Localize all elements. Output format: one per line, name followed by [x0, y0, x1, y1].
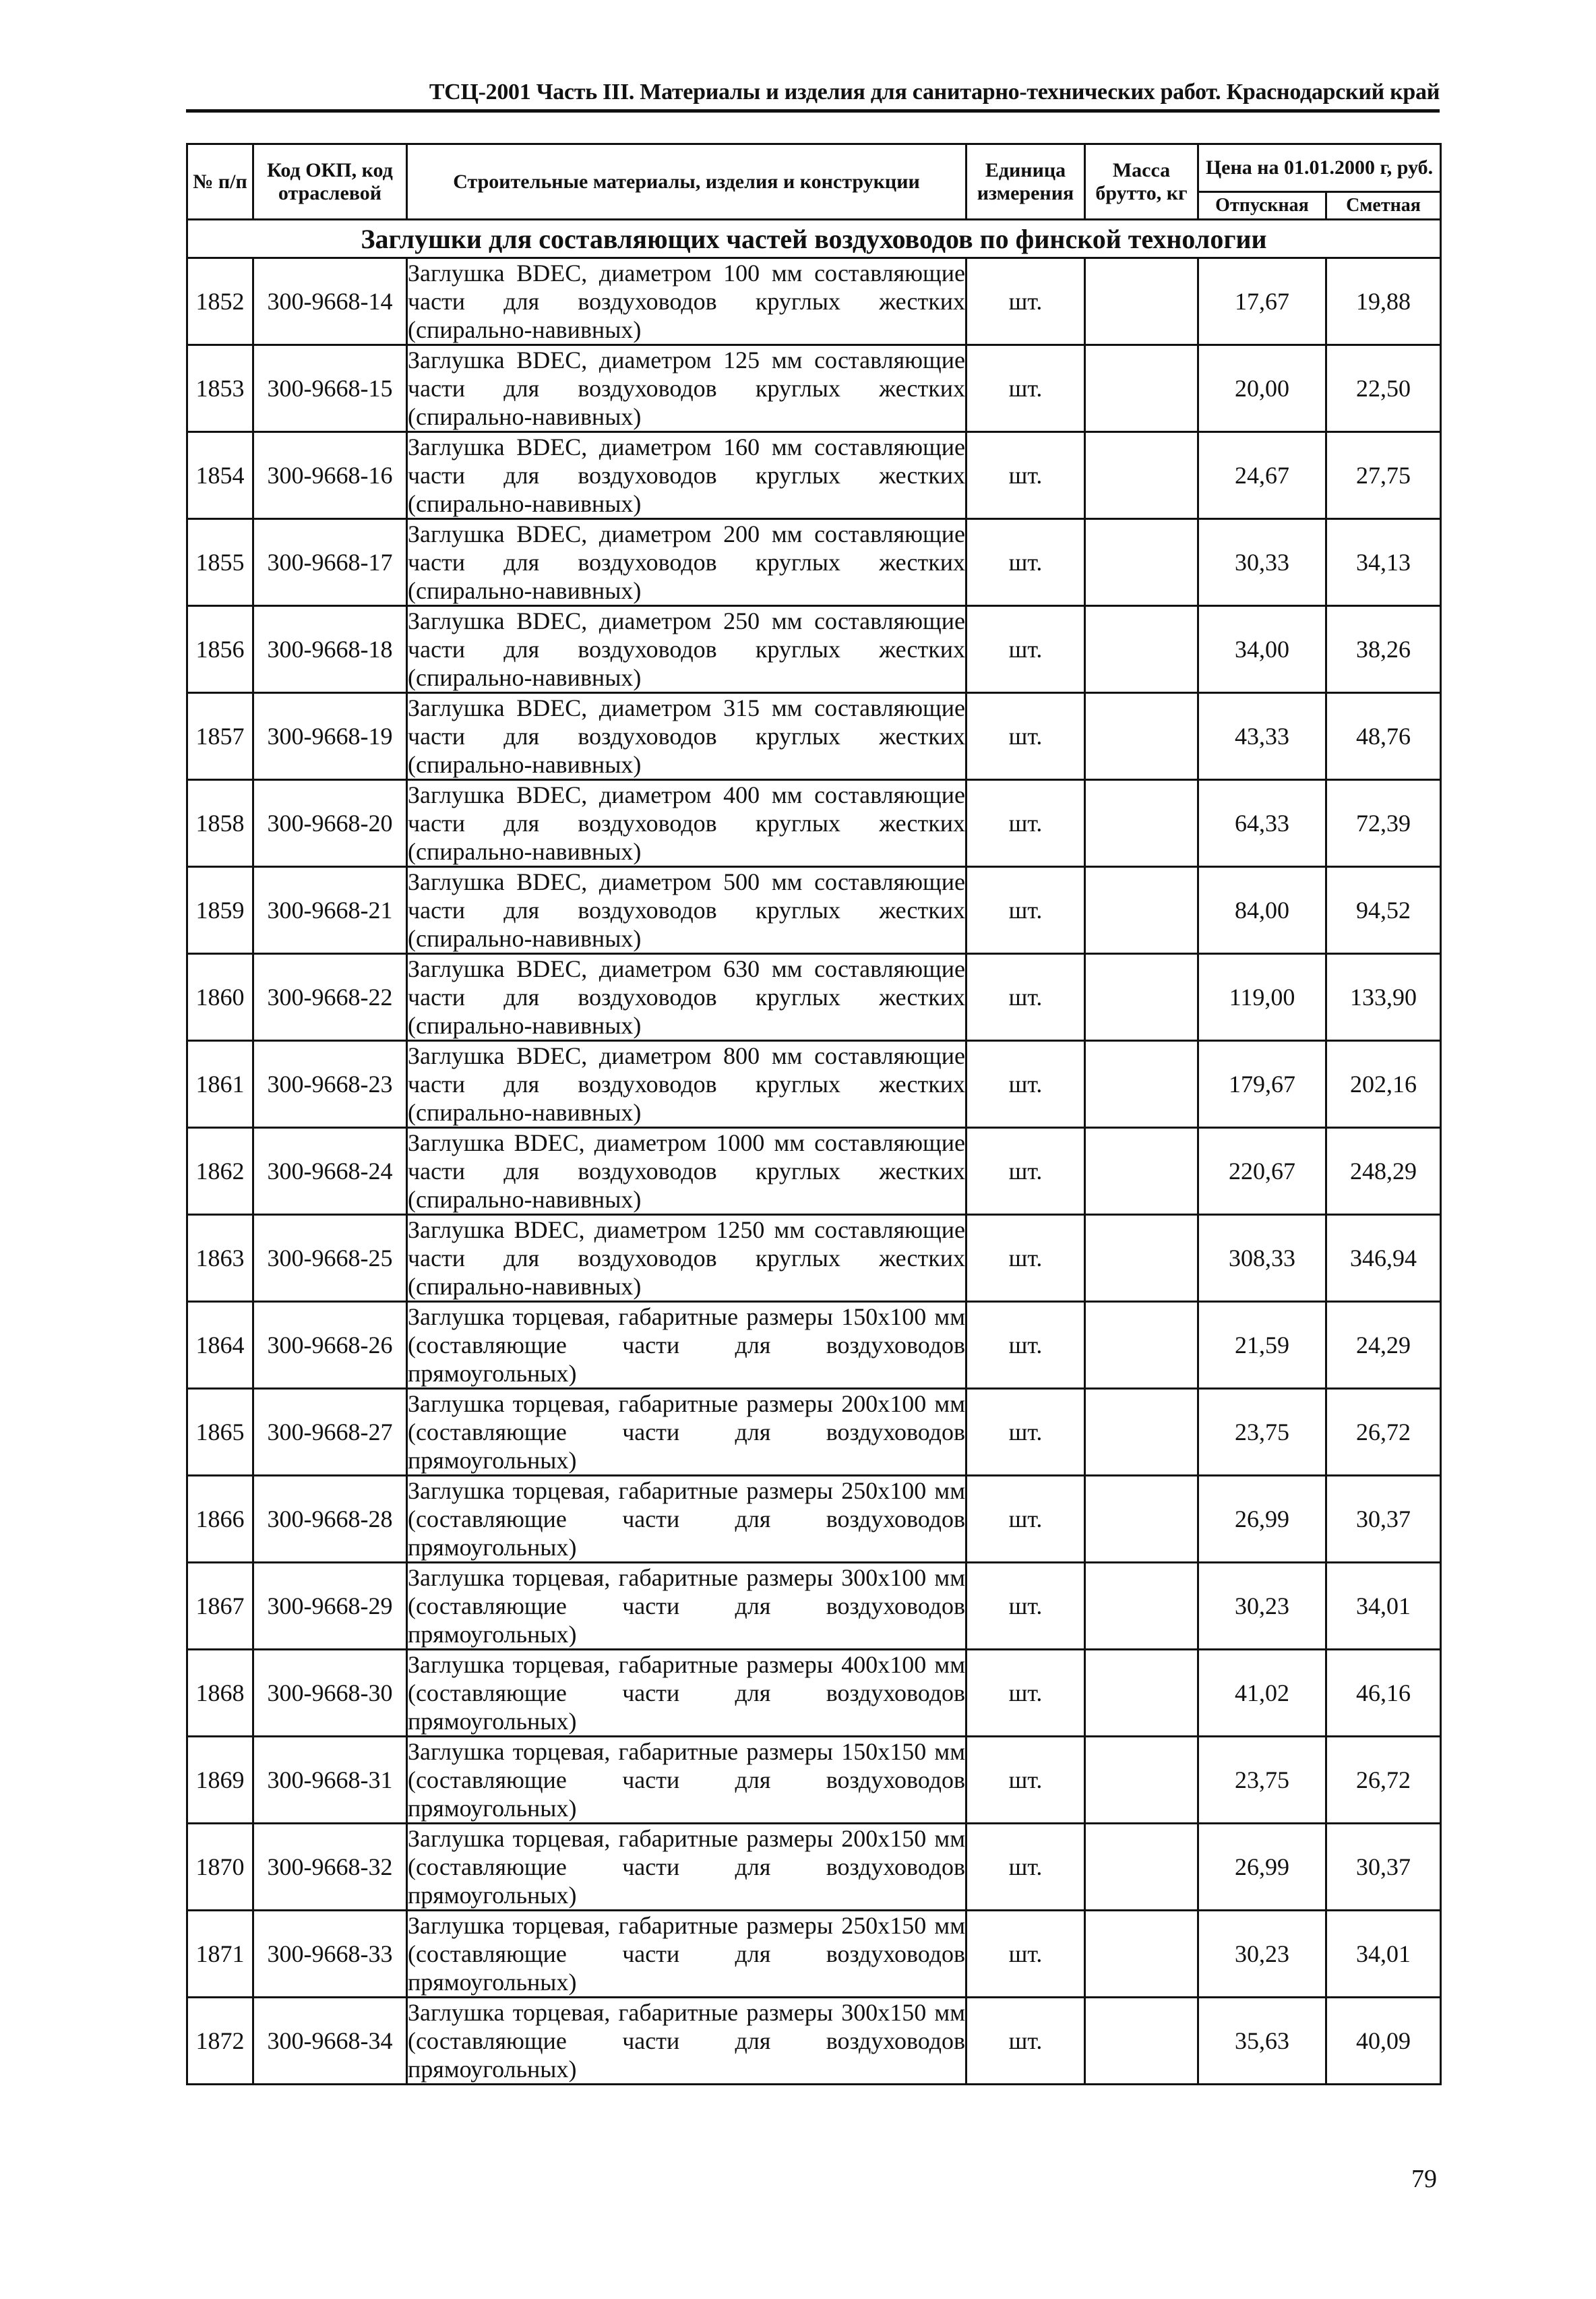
- row-unit: шт.: [966, 519, 1085, 606]
- row-code: 300-9668-30: [253, 1650, 407, 1737]
- table-row: [187, 1389, 1441, 1476]
- row-unit: шт.: [966, 1650, 1085, 1737]
- row-name: Заглушка BDEC, диаметром 125 мм составляющие части для воздуховодов круглых жестких (спирально-навивных): [407, 345, 966, 432]
- row-num: 1859: [187, 867, 253, 954]
- row-num: 1863: [187, 1215, 253, 1302]
- row-unit: шт.: [966, 1041, 1085, 1128]
- row-mass: [1085, 606, 1198, 693]
- table-row: [187, 432, 1441, 519]
- row-release-price: 179,67: [1198, 1041, 1326, 1128]
- table-row: [187, 1215, 1441, 1302]
- row-estimate-price: 38,26: [1326, 606, 1441, 693]
- table-row: [187, 954, 1441, 1041]
- row-mass: [1085, 1389, 1198, 1476]
- row-unit: шт.: [966, 1737, 1085, 1824]
- row-num: 1864: [187, 1302, 253, 1389]
- row-num: 1867: [187, 1563, 253, 1650]
- row-estimate-price: 346,94: [1326, 1215, 1441, 1302]
- row-num: 1861: [187, 1041, 253, 1128]
- row-unit: шт.: [966, 1302, 1085, 1389]
- table-row: [187, 1737, 1441, 1824]
- row-release-price: 41,02: [1198, 1650, 1326, 1737]
- row-name: Заглушка торцевая, габаритные размеры 250x100 мм (составляющие части для воздуховодов прямоугольных): [407, 1476, 966, 1563]
- row-estimate-price: 22,50: [1326, 345, 1441, 432]
- row-release-price: 30,33: [1198, 519, 1326, 606]
- row-code: 300-9668-15: [253, 345, 407, 432]
- table-row: [187, 1128, 1441, 1215]
- row-unit: шт.: [966, 867, 1085, 954]
- row-name: Заглушка торцевая, габаритные размеры 250x150 мм (составляющие части для воздуховодов прямоугольных): [407, 1911, 966, 1998]
- row-code: 300-9668-16: [253, 432, 407, 519]
- row-num: 1871: [187, 1911, 253, 1998]
- row-estimate-price: 30,37: [1326, 1476, 1441, 1563]
- row-release-price: 34,00: [1198, 606, 1326, 693]
- row-code: 300-9668-31: [253, 1737, 407, 1824]
- row-code: 300-9668-22: [253, 954, 407, 1041]
- row-num: 1862: [187, 1128, 253, 1215]
- table-body: [187, 220, 1441, 2085]
- row-code: 300-9668-28: [253, 1476, 407, 1563]
- row-unit: шт.: [966, 345, 1085, 432]
- header-unit: Единица измерения: [966, 144, 1085, 220]
- row-estimate-price: 27,75: [1326, 432, 1441, 519]
- row-estimate-price: 19,88: [1326, 258, 1441, 345]
- row-num: 1872: [187, 1998, 253, 2085]
- header-rule: [186, 109, 1440, 113]
- header-estimate: Сметная: [1326, 192, 1441, 220]
- row-name: Заглушка BDEC, диаметром 160 мм составляющие части для воздуховодов круглых жестких (спирально-навивных): [407, 432, 966, 519]
- row-name: Заглушка торцевая, габаритные размеры 300x150 мм (составляющие части для воздуховодов прямоугольных): [407, 1998, 966, 2085]
- row-name: Заглушка BDEC, диаметром 800 мм составляющие части для воздуховодов круглых жестких (спирально-навивных): [407, 1041, 966, 1128]
- row-unit: шт.: [966, 1911, 1085, 1998]
- header-release: Отпускная: [1198, 192, 1326, 220]
- row-unit: шт.: [966, 1563, 1085, 1650]
- row-unit: шт.: [966, 693, 1085, 780]
- row-estimate-price: 30,37: [1326, 1824, 1441, 1911]
- row-code: 300-9668-20: [253, 780, 407, 867]
- row-unit: шт.: [966, 1998, 1085, 2085]
- table-header: [187, 144, 1441, 220]
- header-price: Цена на 01.01.2000 г, руб.: [1198, 144, 1441, 192]
- row-mass: [1085, 693, 1198, 780]
- page-number: 79: [1411, 2165, 1437, 2193]
- row-name: Заглушка торцевая, габаритные размеры 400x100 мм (составляющие части для воздуховодов прямоугольных): [407, 1650, 966, 1737]
- row-code: 300-9668-23: [253, 1041, 407, 1128]
- row-estimate-price: 46,16: [1326, 1650, 1441, 1737]
- row-release-price: 220,67: [1198, 1128, 1326, 1215]
- row-mass: [1085, 1650, 1198, 1737]
- row-name: Заглушка торцевая, габаритные размеры 200x100 мм (составляющие части для воздуховодов прямоугольных): [407, 1389, 966, 1476]
- row-name: Заглушка BDEC, диаметром 250 мм составляющие части для воздуховодов круглых жестких (спирально-навивных): [407, 606, 966, 693]
- row-mass: [1085, 1737, 1198, 1824]
- row-release-price: 17,67: [1198, 258, 1326, 345]
- row-num: 1869: [187, 1737, 253, 1824]
- row-code: 300-9668-29: [253, 1563, 407, 1650]
- row-code: 300-9668-34: [253, 1998, 407, 2085]
- row-mass: [1085, 1128, 1198, 1215]
- row-unit: шт.: [966, 780, 1085, 867]
- row-release-price: 30,23: [1198, 1563, 1326, 1650]
- row-estimate-price: 26,72: [1326, 1389, 1441, 1476]
- row-code: 300-9668-32: [253, 1824, 407, 1911]
- row-estimate-price: 40,09: [1326, 1998, 1441, 2085]
- row-release-price: 64,33: [1198, 780, 1326, 867]
- row-estimate-price: 24,29: [1326, 1302, 1441, 1389]
- row-estimate-price: 133,90: [1326, 954, 1441, 1041]
- table-row: [187, 1563, 1441, 1650]
- row-mass: [1085, 867, 1198, 954]
- row-release-price: 26,99: [1198, 1476, 1326, 1563]
- row-release-price: 308,33: [1198, 1215, 1326, 1302]
- row-estimate-price: 94,52: [1326, 867, 1441, 954]
- row-name: Заглушка BDEC, диаметром 1250 мм составляющие части для воздуховодов круглых жестких (спирально-навивных): [407, 1215, 966, 1302]
- row-name: Заглушка торцевая, габаритные размеры 150x150 мм (составляющие части для воздуховодов прямоугольных): [407, 1737, 966, 1824]
- row-name: Заглушка BDEC, диаметром 200 мм составляющие части для воздуховодов круглых жестких (спирально-навивных): [407, 519, 966, 606]
- row-num: 1860: [187, 954, 253, 1041]
- row-unit: шт.: [966, 1389, 1085, 1476]
- row-release-price: 84,00: [1198, 867, 1326, 954]
- row-unit: шт.: [966, 1215, 1085, 1302]
- table-row: [187, 1650, 1441, 1737]
- table-row: [187, 519, 1441, 606]
- row-mass: [1085, 954, 1198, 1041]
- row-num: 1854: [187, 432, 253, 519]
- row-unit: шт.: [966, 432, 1085, 519]
- row-code: 300-9668-17: [253, 519, 407, 606]
- table-row: [187, 1302, 1441, 1389]
- row-unit: шт.: [966, 954, 1085, 1041]
- row-num: 1868: [187, 1650, 253, 1737]
- row-name: Заглушка торцевая, габаритные размеры 150x100 мм (составляющие части для воздуховодов прямоугольных): [407, 1302, 966, 1389]
- row-estimate-price: 26,72: [1326, 1737, 1441, 1824]
- row-estimate-price: 48,76: [1326, 693, 1441, 780]
- row-mass: [1085, 345, 1198, 432]
- row-unit: шт.: [966, 1476, 1085, 1563]
- row-code: 300-9668-27: [253, 1389, 407, 1476]
- table-row: [187, 606, 1441, 693]
- row-name: Заглушка BDEC, диаметром 400 мм составляющие части для воздуховодов круглых жестких (спирально-навивных): [407, 780, 966, 867]
- row-release-price: 20,00: [1198, 345, 1326, 432]
- row-code: 300-9668-18: [253, 606, 407, 693]
- row-num: 1858: [187, 780, 253, 867]
- table-row: [187, 258, 1441, 345]
- row-num: 1870: [187, 1824, 253, 1911]
- row-release-price: 119,00: [1198, 954, 1326, 1041]
- page-header: ТСЦ-2001 Часть III. Материалы и изделия для санитарно-технических работ. Краснодарский край: [429, 80, 1440, 104]
- row-release-price: 21,59: [1198, 1302, 1326, 1389]
- header-mass: Масса брутто, кг: [1085, 144, 1198, 220]
- row-release-price: 35,63: [1198, 1998, 1326, 2085]
- table-row: [187, 1476, 1441, 1563]
- row-mass: [1085, 1041, 1198, 1128]
- row-code: 300-9668-24: [253, 1128, 407, 1215]
- table-row: [187, 1911, 1441, 1998]
- section-title: Заглушки для составляющих частей воздуховодов по финской технологии: [187, 220, 1441, 258]
- row-estimate-price: 34,01: [1326, 1563, 1441, 1650]
- row-code: 300-9668-14: [253, 258, 407, 345]
- row-mass: [1085, 780, 1198, 867]
- table-row: [187, 345, 1441, 432]
- row-unit: шт.: [966, 258, 1085, 345]
- row-release-price: 30,23: [1198, 1911, 1326, 1998]
- row-num: 1856: [187, 606, 253, 693]
- header-num: № п/п: [187, 144, 253, 220]
- row-mass: [1085, 1911, 1198, 1998]
- row-name: Заглушка торцевая, габаритные размеры 200x150 мм (составляющие части для воздуховодов прямоугольных): [407, 1824, 966, 1911]
- row-release-price: 26,99: [1198, 1824, 1326, 1911]
- row-num: 1855: [187, 519, 253, 606]
- row-num: 1865: [187, 1389, 253, 1476]
- row-code: 300-9668-25: [253, 1215, 407, 1302]
- table-row: [187, 1824, 1441, 1911]
- row-estimate-price: 248,29: [1326, 1128, 1441, 1215]
- row-mass: [1085, 258, 1198, 345]
- row-estimate-price: 72,39: [1326, 780, 1441, 867]
- row-estimate-price: 34,13: [1326, 519, 1441, 606]
- table-row: [187, 1041, 1441, 1128]
- row-mass: [1085, 1302, 1198, 1389]
- table-row: [187, 1998, 1441, 2085]
- row-release-price: 43,33: [1198, 693, 1326, 780]
- row-name: Заглушка BDEC, диаметром 1000 мм составляющие части для воздуховодов круглых жестких (спирально-навивных): [407, 1128, 966, 1215]
- row-mass: [1085, 1563, 1198, 1650]
- row-code: 300-9668-33: [253, 1911, 407, 1998]
- row-num: 1857: [187, 693, 253, 780]
- row-num: 1853: [187, 345, 253, 432]
- row-mass: [1085, 519, 1198, 606]
- row-code: 300-9668-21: [253, 867, 407, 954]
- row-unit: шт.: [966, 1824, 1085, 1911]
- row-code: 300-9668-26: [253, 1302, 407, 1389]
- row-name: Заглушка BDEC, диаметром 500 мм составляющие части для воздуховодов круглых жестких (спирально-навивных): [407, 867, 966, 954]
- row-mass: [1085, 1215, 1198, 1302]
- row-name: Заглушка торцевая, габаритные размеры 300x100 мм (составляющие части для воздуховодов прямоугольных): [407, 1563, 966, 1650]
- row-num: 1866: [187, 1476, 253, 1563]
- table-row: [187, 693, 1441, 780]
- price-table: [186, 143, 1442, 2085]
- row-num: 1852: [187, 258, 253, 345]
- row-estimate-price: 202,16: [1326, 1041, 1441, 1128]
- header-name: Строительные материалы, изделия и конструкции: [407, 144, 966, 220]
- row-mass: [1085, 1824, 1198, 1911]
- row-code: 300-9668-19: [253, 693, 407, 780]
- row-release-price: 24,67: [1198, 432, 1326, 519]
- row-release-price: 23,75: [1198, 1737, 1326, 1824]
- row-mass: [1085, 432, 1198, 519]
- row-mass: [1085, 1476, 1198, 1563]
- row-estimate-price: 34,01: [1326, 1911, 1441, 1998]
- row-name: Заглушка BDEC, диаметром 630 мм составляющие части для воздуховодов круглых жестких (спирально-навивных): [407, 954, 966, 1041]
- row-release-price: 23,75: [1198, 1389, 1326, 1476]
- row-name: Заглушка BDEC, диаметром 315 мм составляющие части для воздуховодов круглых жестких (спирально-навивных): [407, 693, 966, 780]
- row-name: Заглушка BDEC, диаметром 100 мм составляющие части для воздуховодов круглых жестких (спирально-навивных): [407, 258, 966, 345]
- row-unit: шт.: [966, 606, 1085, 693]
- table-row: [187, 780, 1441, 867]
- row-mass: [1085, 1998, 1198, 2085]
- section-row: [187, 220, 1441, 258]
- table-row: [187, 867, 1441, 954]
- header-code: Код ОКП, код отраслевой: [253, 144, 407, 220]
- row-unit: шт.: [966, 1128, 1085, 1215]
